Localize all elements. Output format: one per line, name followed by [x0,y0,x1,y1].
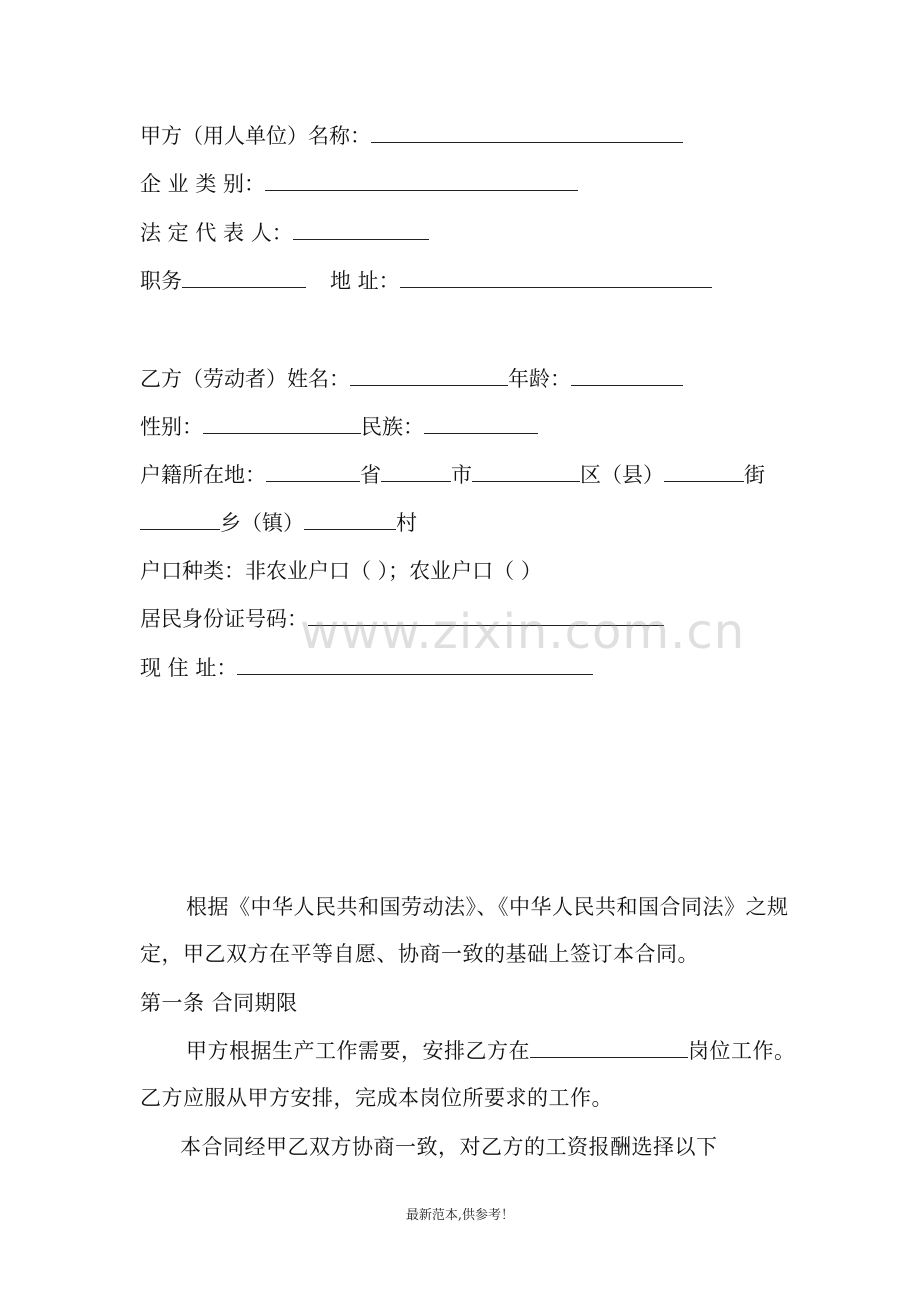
legal-rep-row [140,219,429,247]
township-label: 乡（镇） [220,511,304,535]
party-a-address-label: 地 址： [330,269,400,293]
city-label: 市 [451,463,472,487]
id-number-label: 居民身份证号码： [140,607,308,631]
gender-field[interactable] [203,415,361,434]
enterprise-type-label: 企 业 类 别： [140,172,266,196]
district-field[interactable] [472,463,580,482]
village-label: 村 [396,511,417,535]
ethnicity-label: 民族： [361,415,424,439]
legal-rep-field[interactable] [293,221,429,240]
hukou-label: 户籍所在地： [140,463,266,487]
article-1-paragraph [140,1028,800,1122]
party-a-name-label: 甲方（用人单位）名称： [140,124,371,148]
gender-label: 性别： [140,415,203,439]
article-1-title: 第一条 合同期限 [140,991,298,1015]
party-a-address-field[interactable] [400,269,712,288]
village-field[interactable] [304,511,396,530]
street-label: 街 [744,463,765,487]
job-position-field[interactable] [530,1035,688,1058]
party-b-name-label: 乙方（劳动者）姓名： [140,367,350,391]
position-field[interactable] [182,269,306,288]
enterprise-type-row [140,170,578,198]
hukou-location-row [140,461,765,489]
preamble-paragraph: 根据《中华人民共和国劳动法》、《中华人民共和国合同法》之规定，甲乙双方在平等自愿、协商一致的基础上签订本合同。 [140,895,789,966]
position-address-row [140,267,712,295]
district-label: 区（县） [580,463,664,487]
province-label: 省 [360,463,381,487]
hukou-type-text: 户口种类：非农业户口（ ）；农业户口（ ） [140,559,542,583]
age-field[interactable] [571,367,683,386]
footer-note: 最新范本,供参考！ [405,1208,515,1223]
wage-paragraph: 本合同经甲乙双方协商一致，对乙方的工资报酬选择以下 [180,1135,718,1159]
current-address-label: 现 住 址： [140,656,238,680]
city-field[interactable] [381,463,451,482]
enterprise-type-field[interactable] [265,172,578,191]
party-b-name-field[interactable] [350,367,508,386]
legal-rep-label: 法 定 代 表 人： [140,221,293,245]
township-field[interactable] [140,511,220,530]
position-label: 职务 [140,269,182,293]
hukou-type-row [140,557,542,585]
ethnicity-field[interactable] [424,415,538,434]
article-1-text-after: 岗位工作。乙方应服从甲方安排，完成本岗位所要求的工作。 [140,1039,796,1110]
street-field[interactable] [664,463,744,482]
party-b-name-row [140,365,683,393]
township-village-row [140,509,417,537]
gender-ethnicity-row [140,413,538,441]
age-label: 年龄： [508,367,571,391]
province-field[interactable] [266,463,360,482]
watermark-text: www.zixin.com.cn [300,604,746,660]
article-1-text-before: 甲方根据生产工作需要，安排乙方在 [186,1039,530,1063]
party-a-name-row [140,122,683,150]
party-a-name-field[interactable] [371,124,683,143]
